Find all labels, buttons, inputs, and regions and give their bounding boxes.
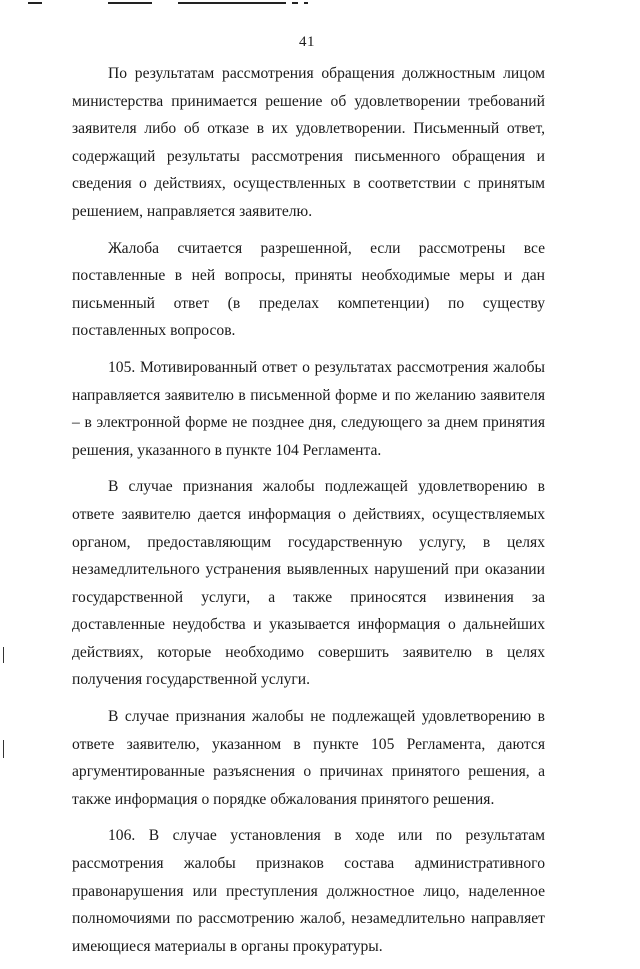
paragraph-complaint-rejected: В случае признания жалобы не подлежащей удовлетворению в ответе заявителю, указанном в пункте 105 Регламента, даются аргументированные разъяснения о причинах принятого решения, а также информация о порядке обжалования принятого решения. bbox=[72, 708, 545, 808]
document-body bbox=[72, 60, 545, 969]
scan-artifact bbox=[292, 2, 298, 4]
paragraph-complaint-upheld: В случае признания жалобы подлежащей удовлетворению в ответе заявителю дается информация о действиях, осуществляемых органом, предоставляющим государственную услугу, в целях незамедлительного устранения выявленных нарушений при оказании государственной услуги, а также приносятся извинения за доставленные неудобства и указывается информация о дальнейших действиях, которые необходимо совершить заявителю в целях получения государственной услуги. bbox=[72, 478, 545, 689]
page-number: 41 bbox=[299, 34, 315, 50]
scan-artifact bbox=[28, 2, 42, 4]
paragraph-clause-106: 106. В случае установления в ходе или по результатам рассмотрения жалобы признаков состава административного правонарушения или преступления должностное лицо, наделенное полномочиями по рассмотрению жалоб, незамедлительно направляет имеющиеся материалы в органы прокуратуры. bbox=[72, 827, 545, 955]
scan-artifact bbox=[304, 2, 308, 4]
paragraph-review-decision: По результатам рассмотрения обращения должностным лицом министерства принимается решение об удовлетворении требований заявителя либо об отказе в их удовлетворении. Письменный ответ, содержащий результаты рассмотрения письменного обращения и сведения о действиях, осуществленных в соответствии с принятым решением, направляется заявителю. bbox=[72, 65, 545, 220]
scan-edge-artifact bbox=[3, 647, 4, 663]
paragraph-complaint-resolved: Жалоба считается разрешенной, если рассмотрены все поставленные в ней вопросы, приняты необходимые меры и дан письменный ответ (в пределах компетенции) по существу поставленных вопросов. bbox=[72, 239, 545, 340]
scan-edge-artifact bbox=[3, 740, 4, 758]
scan-artifact bbox=[108, 2, 152, 4]
scan-artifact bbox=[178, 2, 286, 4]
paragraph-clause-105: 105. Мотивированный ответ о результатах рассмотрения жалобы направляется заявителю в письменной форме и по желанию заявителя – в электронной форме не позднее дня, следующего за днем принятия решения, указанного в пункте 104 Регламента. bbox=[72, 358, 545, 459]
